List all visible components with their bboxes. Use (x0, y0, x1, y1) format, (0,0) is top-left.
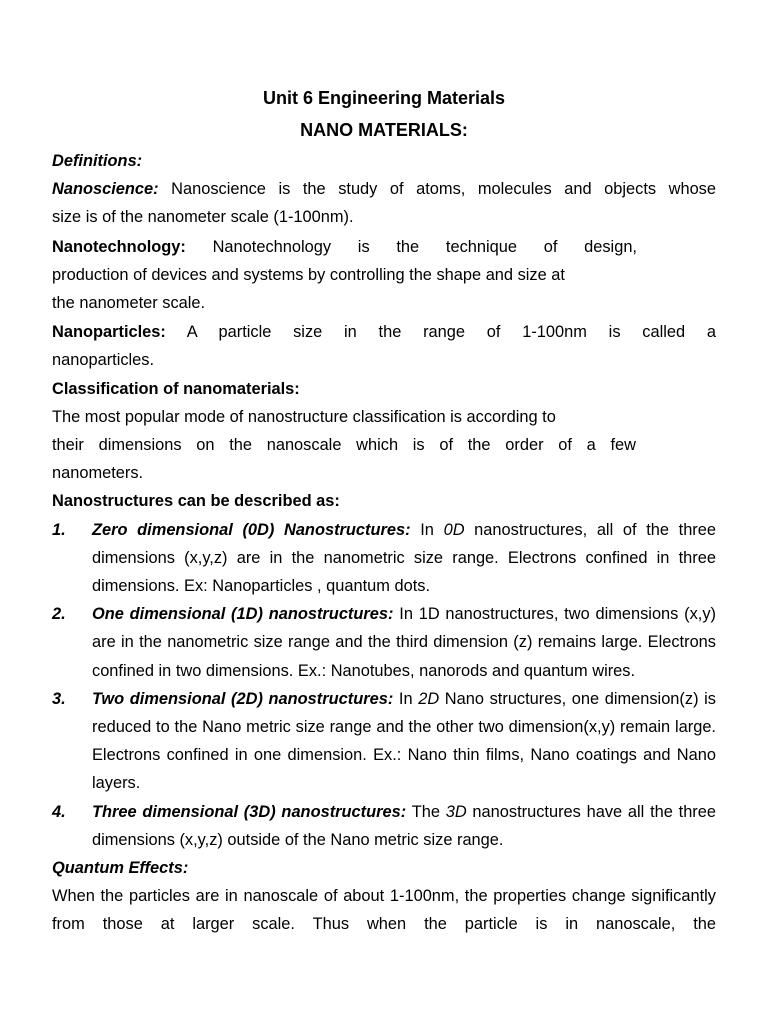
quantum-heading: Quantum Effects: (52, 859, 189, 878)
nanostructure-types-list (52, 516, 716, 854)
list-item-abbr: 0D (443, 520, 465, 539)
nanotechnology-term: Nanotechnology: (52, 237, 186, 256)
classification-heading: Classification of nanomaterials: (52, 379, 300, 398)
list-item-abbr: 3D (445, 802, 467, 821)
classification-line-3: nanometers. (52, 464, 144, 483)
list-item-pre: In (393, 605, 419, 624)
described-heading: Nanostructures can be described as: (52, 492, 340, 511)
nanotechnology-text-1: Nanotechnology is the technique of design, (185, 237, 637, 256)
list-item-pre: The (406, 802, 446, 821)
nanotechnology-line-3: the nanometer scale. (52, 294, 206, 313)
list-item-number: 4. (52, 802, 66, 821)
page-subtitle: NANO MATERIALS: (300, 120, 468, 140)
nanoparticles-text-1: A particle size in the range of 1-100nm is called a (165, 323, 716, 342)
list-item-abbr: 2D (418, 689, 440, 708)
list-item-term: Two dimensional (2D) nanostructures: (92, 689, 394, 708)
quantum-paragraph: When the particles are in nanoscale of about 1-100nm, the properties change significantly from those at larger scale. Thus when the particle is in nanoscale, the (52, 887, 716, 934)
list-item (52, 685, 716, 798)
list-item-text: nanostructures, all of the three dimensions (x,y,z) are in the nanometric size range. Electrons confined in three dimensions. Ex: Nanoparticles , quantum dots. (92, 520, 716, 596)
list-item-pre: In (393, 689, 419, 708)
page-title: Unit 6 Engineering Materials (262, 88, 506, 108)
nanoparticles-paragraph (52, 318, 716, 374)
nanoscience-line-1 (52, 175, 716, 203)
list-item-text: nanostructures, two dimensions (x,y) are in the nanometric size range and the third dimension (z) remains large. Electrons confined in two dimensions. Ex.: Nanotubes, nanorods and quantum wires. (92, 605, 717, 680)
list-item-number: 2. (52, 605, 66, 624)
nanoparticles-line-2: nanoparticles. (52, 351, 155, 370)
nanotechnology-paragraph (52, 233, 716, 318)
list-item-text: nanostructures have all the three dimensions (x,y,z) outside of the Nano metric size range. (92, 802, 716, 849)
list-item-term: Three dimensional (3D) nanostructures: (92, 802, 407, 821)
list-item-text: Nano structures, one dimension(z) is reduced to the Nano metric size range and the other two dimension(x,y) remain large. Electrons confined in one dimension. Ex.: Nano thin films, Nano coatings and Nano layers. (92, 689, 716, 793)
nanotechnology-line-2: production of devices and systems by controlling the shape and size at (52, 265, 565, 284)
list-item-pre: In (410, 520, 444, 539)
list-item (52, 516, 716, 601)
list-item-term: One dimensional (1D) nanostructures: (92, 605, 394, 624)
list-item (52, 798, 716, 854)
nanotechnology-line-1 (52, 233, 637, 261)
list-item-abbr: 1D (418, 605, 440, 624)
classification-line-1: The most popular mode of nanostructure classification is according to (52, 407, 556, 426)
list-item-term: Zero dimensional (0D) Nanostructures: (92, 520, 411, 539)
nanoscience-term: Nanoscience: (52, 180, 159, 199)
list-item-number: 3. (52, 689, 66, 708)
nanoparticles-line-1 (52, 318, 716, 346)
list-item-number: 1. (52, 520, 66, 539)
definitions-heading: Definitions: (52, 152, 143, 170)
classification-line-2: their dimensions on the nanoscale which is of the order of a few (52, 436, 636, 455)
nanoparticles-term: Nanoparticles: (52, 323, 166, 342)
list-item (52, 600, 716, 685)
nanoscience-text-1: Nanoscience is the study of atoms, molecules and objects whose (158, 180, 716, 199)
classification-paragraph (52, 403, 716, 488)
nanoscience-line-2: size is of the nanometer scale (1-100nm). (52, 208, 354, 227)
nanoscience-paragraph (52, 175, 716, 231)
